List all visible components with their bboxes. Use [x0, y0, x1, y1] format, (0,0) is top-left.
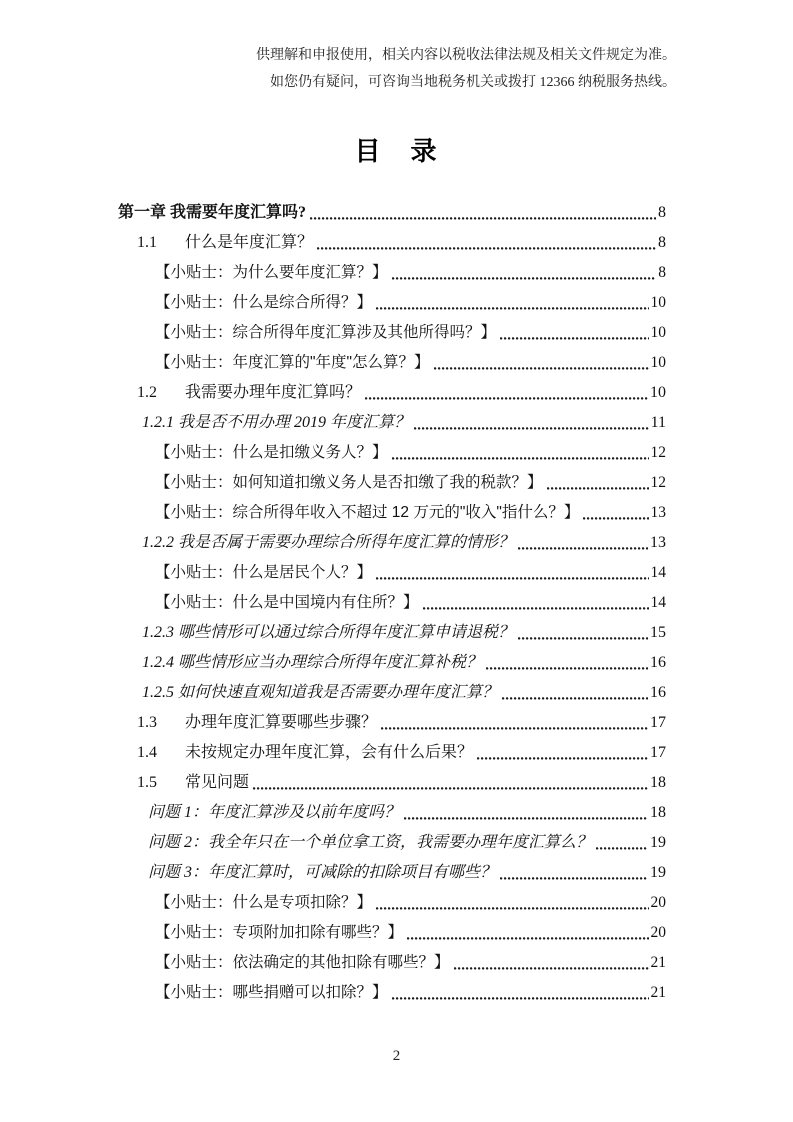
dotted-leader: [376, 577, 648, 580]
toc-entry-page: 11: [650, 414, 666, 431]
toc-entry[interactable]: [118, 558, 666, 588]
page-number: 2: [392, 1048, 401, 1064]
toc-entry-page: 20: [650, 924, 666, 941]
toc-entry[interactable]: [118, 438, 666, 468]
dotted-leader: [381, 727, 648, 730]
toc-entry-page: 10: [650, 294, 666, 311]
toc-entry[interactable]: [118, 648, 666, 678]
dotted-leader: [414, 427, 649, 430]
toc-entry-label: 未按规定办理年度汇算，会有什么后果？: [185, 744, 474, 761]
toc-entry-number: 1.2: [137, 384, 157, 401]
dotted-leader: [392, 457, 649, 460]
toc-entry-page: 20: [650, 894, 666, 911]
toc-entry-number: 1.1: [137, 234, 157, 251]
dotted-leader: [376, 307, 648, 310]
toc-entry[interactable]: [118, 618, 666, 648]
toc-entry-page: 13: [650, 504, 666, 521]
toc-entry-label: 常见问题: [185, 774, 250, 791]
toc-entry-number: 1.4: [137, 744, 157, 761]
toc-entry-label: 【小贴士：什么是中国境内有住所？】: [155, 594, 419, 611]
toc-entry-label: 【小贴士：什么是综合所得？】: [155, 294, 373, 311]
toc-entry-page: 13: [650, 534, 666, 551]
dotted-leader: [365, 397, 648, 400]
dotted-leader: [392, 997, 649, 1000]
toc-entry[interactable]: [118, 918, 666, 948]
dotted-leader: [407, 937, 648, 940]
toc-entry[interactable]: [118, 498, 666, 528]
dotted-leader: [454, 967, 649, 970]
toc-entry-page: 17: [650, 744, 666, 761]
toc-entry-page: 14: [650, 594, 666, 611]
toc-entry[interactable]: [118, 678, 666, 708]
dotted-leader: [486, 667, 648, 670]
toc-entry[interactable]: [118, 528, 666, 558]
toc-entry-page: 16: [650, 684, 666, 701]
toc-entry-label: 第一章 我需要年度汇算吗?: [118, 204, 307, 221]
toc-entry[interactable]: [118, 858, 666, 888]
toc-entry-page: 16: [650, 654, 666, 671]
dotted-leader: [253, 787, 648, 790]
toc-entry-label: 【小贴士：如何知道扣缴义务人是否扣缴了我的税款？】: [155, 474, 543, 491]
dotted-leader: [596, 847, 648, 850]
dotted-leader: [376, 907, 648, 910]
toc-entry-label: 什么是年度汇算？: [185, 234, 314, 251]
toc-entry-page: 10: [650, 384, 666, 401]
toc-entry[interactable]: [118, 198, 666, 228]
toc-entry[interactable]: [118, 468, 666, 498]
toc-entry-page: 21: [650, 954, 666, 971]
dotted-leader: [502, 697, 648, 700]
toc-entry-number: 1.5: [137, 774, 157, 791]
dotted-leader: [392, 277, 657, 280]
toc-entry-page: 12: [650, 474, 666, 491]
toc-entry-page: 10: [650, 324, 666, 341]
toc-entry-label: 1.2.5 如何快速直观知道我是否需要办理年度汇算？: [142, 684, 499, 701]
dotted-leader: [518, 547, 648, 550]
dotted-leader: [434, 367, 649, 370]
toc-entry-page: 10: [650, 354, 666, 371]
dotted-leader: [518, 637, 648, 640]
toc-entry[interactable]: [118, 228, 666, 258]
disclaimer-line-1: 供理解和申报使用，相关内容以税收法律法规及相关文件规定为准。: [256, 48, 676, 63]
toc-entry-label: 【小贴士：哪些捐赠可以扣除？】: [155, 984, 388, 1001]
toc-entry-page: 19: [650, 834, 666, 851]
toc-entry[interactable]: [118, 768, 666, 798]
toc-entry-page: 14: [650, 564, 666, 581]
toc-entry[interactable]: [118, 978, 666, 1008]
disclaimer-line-2: 如您仍有疑问，可咨询当地税务机关或拨打 12366 纳税服务热线。: [270, 75, 676, 90]
toc-entry-page: 15: [650, 624, 666, 641]
toc-entry-page: 18: [650, 774, 666, 791]
toc-entry-number: 1.3: [137, 714, 157, 731]
toc-entry-page: 18: [650, 804, 666, 821]
toc-entry-page: 19: [650, 864, 666, 881]
table-of-contents: [118, 198, 666, 1008]
dotted-leader: [477, 757, 648, 760]
toc-entry-label: 【小贴士：什么是专项扣除？】: [155, 894, 373, 911]
toc-entry-label: 问题 3：年度汇算时，可减除的扣除项目有哪些？: [148, 864, 497, 881]
toc-entry-label: 1.2.1 我是否不用办理 2019 年度汇算？: [142, 414, 411, 431]
toc-entry[interactable]: [118, 798, 666, 828]
toc-entry[interactable]: [118, 288, 666, 318]
toc-entry-page: 8: [658, 204, 666, 221]
toc-entry[interactable]: [118, 588, 666, 618]
toc-entry-page: 17: [650, 714, 666, 731]
toc-entry[interactable]: [118, 708, 666, 738]
toc-entry-label: 【小贴士：什么是居民个人？】: [155, 564, 373, 581]
dotted-leader: [500, 877, 648, 880]
toc-entry[interactable]: [118, 378, 666, 408]
dotted-leader: [547, 487, 649, 490]
toc-entry-label: 【小贴士：年度汇算的"年度"怎么算？】: [155, 354, 430, 371]
toc-entry-label: 【小贴士：什么是扣缴义务人？】: [155, 444, 388, 461]
toc-entry-page: 12: [650, 444, 666, 461]
toc-entry-label: 【小贴士：为什么要年度汇算？】: [155, 264, 388, 281]
toc-entry-label: 1.2.2 我是否属于需要办理综合所得年度汇算的情形？: [142, 534, 515, 551]
header-disclaimer: [117, 42, 676, 96]
toc-entry-label: 办理年度汇算要哪些步骤？: [185, 714, 378, 731]
toc-entry-label: 【小贴士：综合所得年收入不超过 12 万元的"收入"指什么？】: [155, 504, 580, 521]
dotted-leader: [310, 217, 656, 220]
dotted-leader: [500, 337, 648, 340]
toc-entry[interactable]: [118, 888, 666, 918]
toc-entry[interactable]: [118, 828, 666, 858]
page-title: 目 录: [354, 137, 439, 166]
toc-entry-label: 1.2.4 哪些情形应当办理综合所得年度汇算补税？: [142, 654, 483, 671]
toc-entry[interactable]: [118, 348, 666, 378]
dotted-leader: [317, 247, 656, 250]
dotted-leader: [583, 517, 648, 520]
dotted-leader: [404, 817, 648, 820]
toc-entry-label: 【小贴士：综合所得年度汇算涉及其他所得吗？】: [155, 324, 497, 341]
toc-entry-page: 21: [650, 984, 666, 1001]
toc-entry-label: 【小贴士：专项附加扣除有哪些？】: [155, 924, 404, 941]
toc-entry-label: 问题 1：年度汇算涉及以前年度吗？: [148, 804, 401, 821]
dotted-leader: [423, 607, 649, 610]
toc-entry[interactable]: [118, 408, 666, 438]
toc-entry-label: 1.2.3 哪些情形可以通过综合所得年度汇算申请退税？: [142, 624, 515, 641]
toc-entry[interactable]: [118, 948, 666, 978]
toc-entry[interactable]: [118, 258, 666, 288]
toc-entry-page: 8: [658, 234, 666, 251]
toc-entry-label: 我需要办理年度汇算吗？: [185, 384, 362, 401]
toc-entry[interactable]: [118, 318, 666, 348]
toc-entry-label: 【小贴士：依法确定的其他扣除有哪些？】: [155, 954, 450, 971]
toc-entry-page: 8: [658, 264, 666, 281]
toc-entry-label: 问题 2：我全年只在一个单位拿工资，我需要办理年度汇算么？: [148, 834, 593, 851]
toc-entry[interactable]: [118, 738, 666, 768]
